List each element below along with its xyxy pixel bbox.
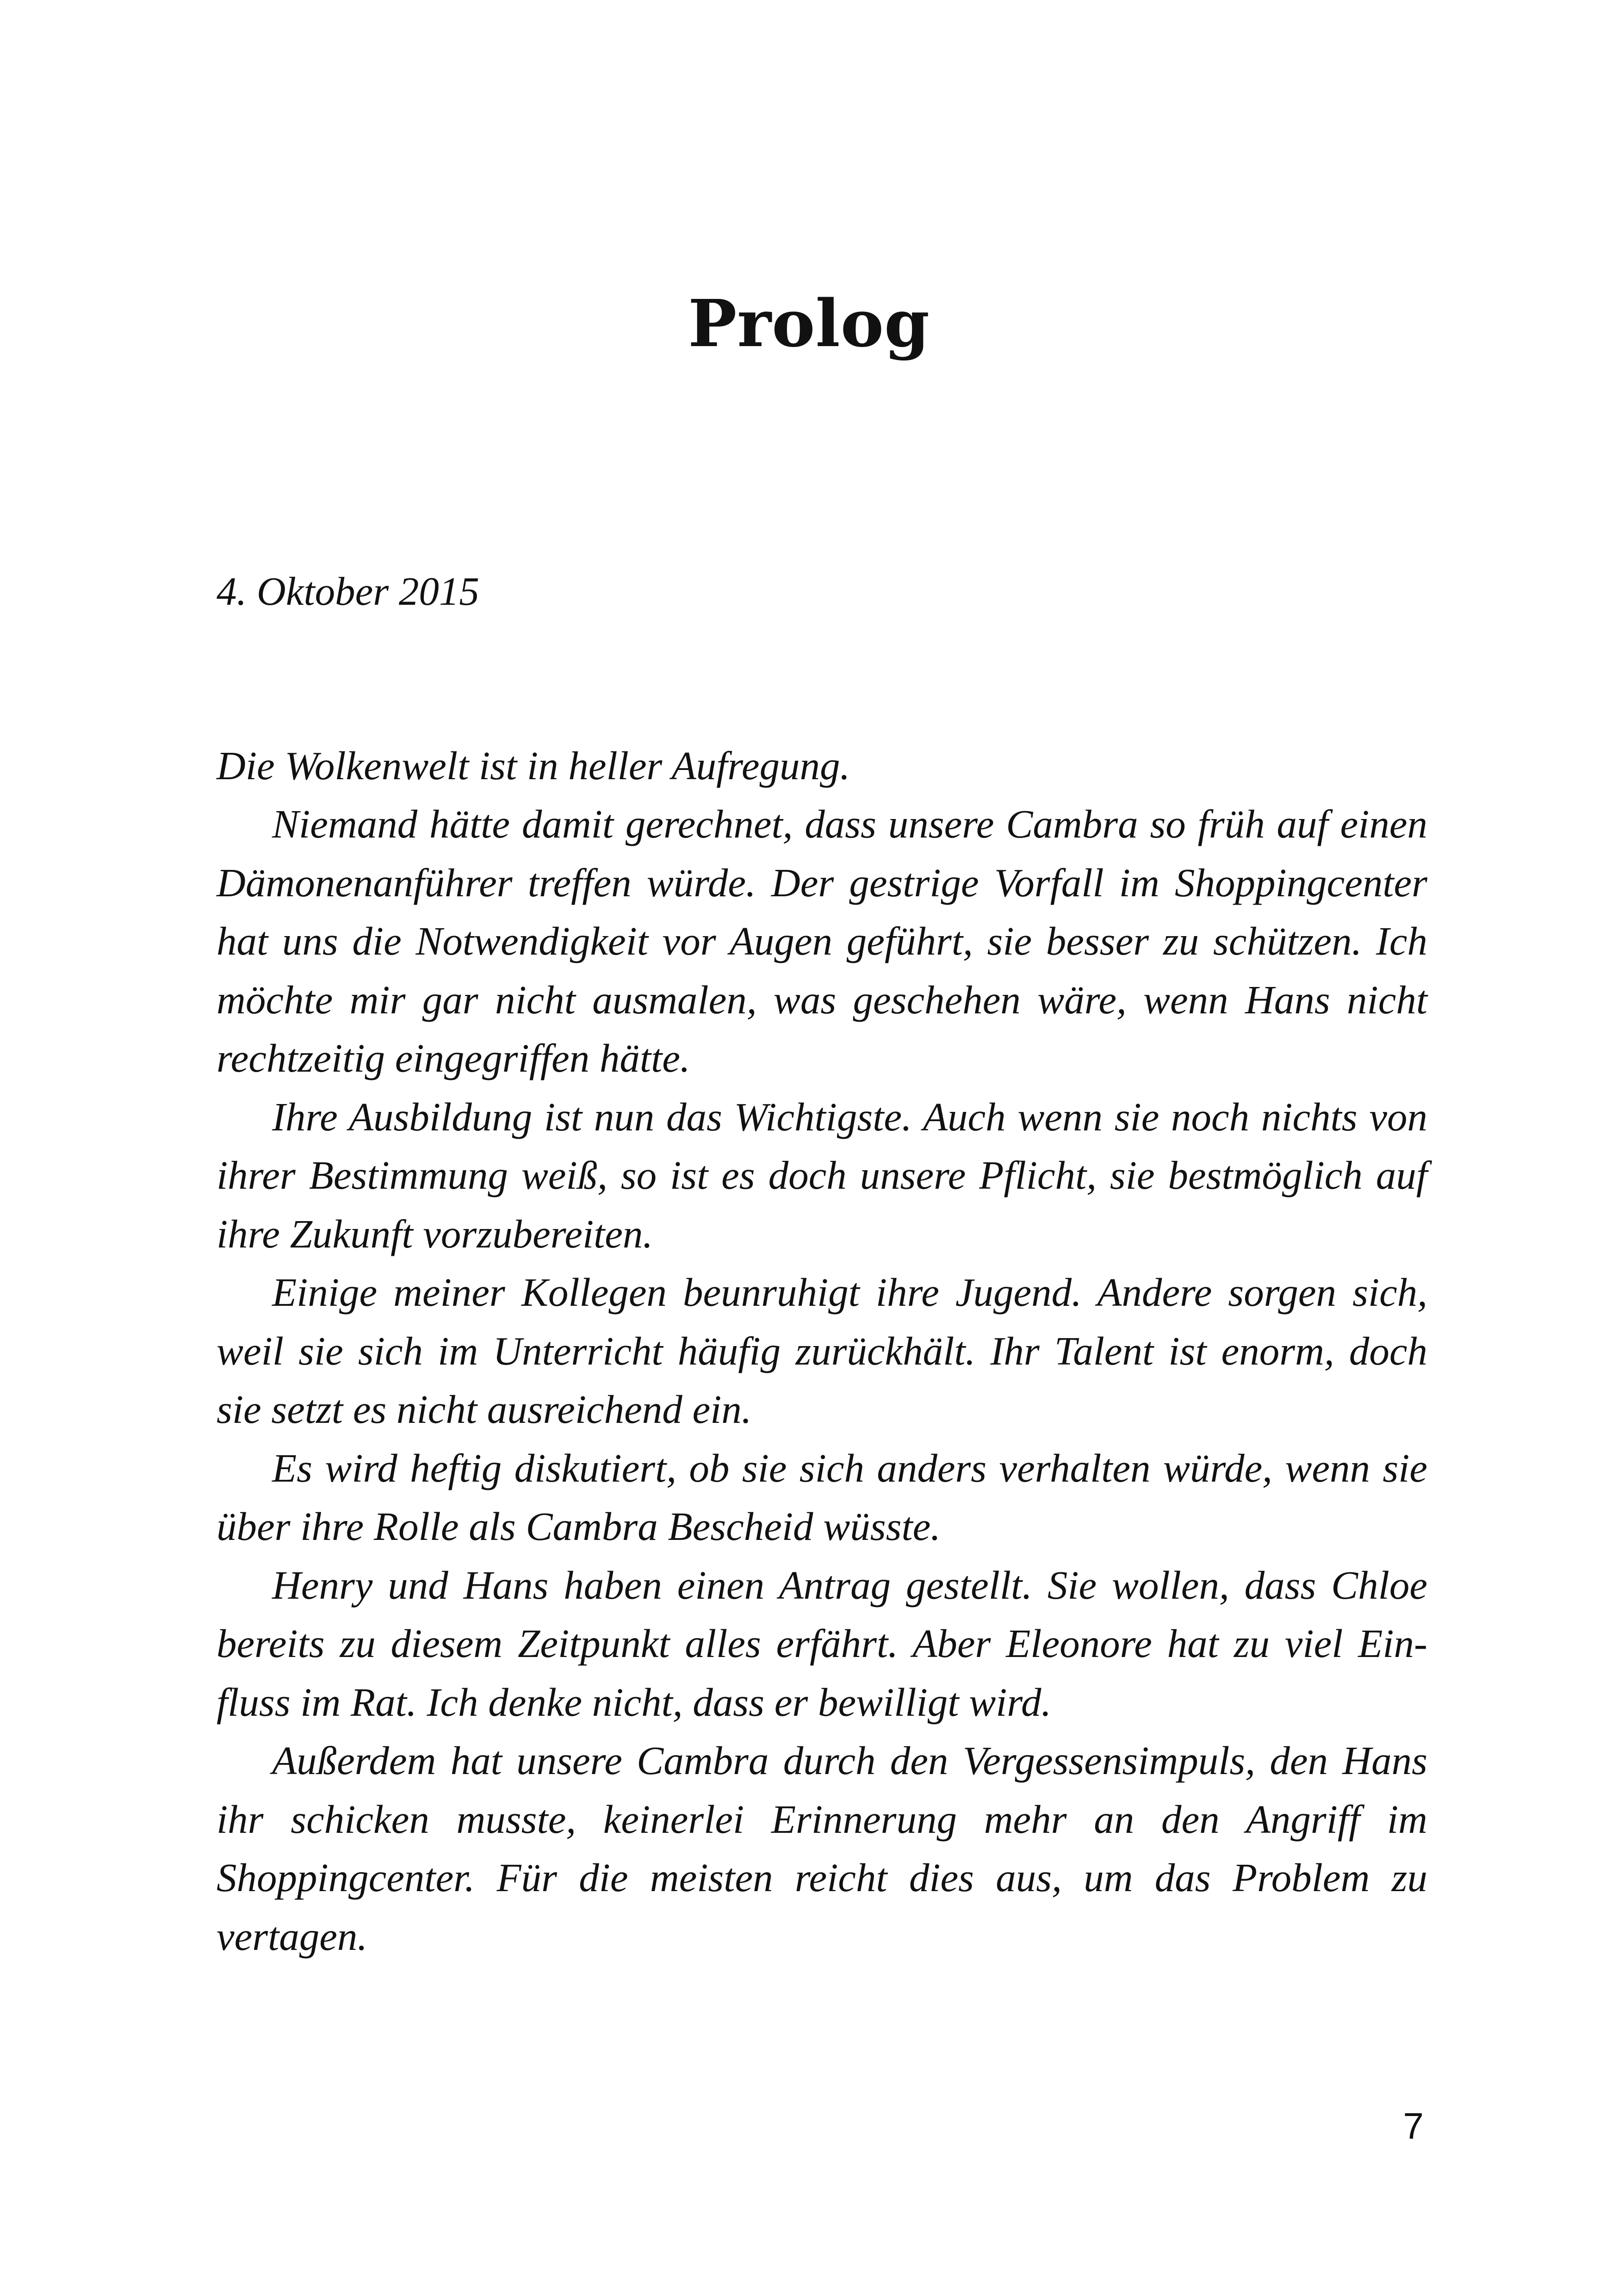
paragraph: Henry und Hans haben einen Antrag gestellt. Sie wollen, dass Chloe bereits zu diesem Zeitpunkt alles erfährt. Aber Eleonore hat zu viel Einfluss im Rat. Ich denke nicht, dass er bewilligt wird. bbox=[217, 1562, 1427, 1725]
chapter-date: 4. Oktober 2015 bbox=[217, 569, 479, 614]
chapter-title: Prolog bbox=[688, 286, 930, 362]
page-number: 7 bbox=[1403, 2105, 1424, 2147]
paragraph: Die Wolkenwelt ist in heller Aufregung. bbox=[217, 743, 850, 788]
paragraph: Es wird heftig diskutiert, ob sie sich anders verhalten würde, wenn sie über ihre Rolle als Cambra Bescheid wüsste. bbox=[217, 1445, 1427, 1549]
paragraph: Außerdem hat unsere Cambra durch den Vergessensimpuls, den Hans ihr schicken musste, keinerlei Erinnerung mehr an den Angriff im Shoppingcenter. Für die meisten reicht dies aus, um das Problem zu vertagen. bbox=[217, 1738, 1427, 1959]
paragraph: Einige meiner Kollegen beunruhigt ihre Jugend. Andere sorgen sich, weil sie sich im Unterricht häufig zurückhält. Ihr Talent ist enorm, doch sie setzt es nicht ausreichend ein. bbox=[217, 1270, 1427, 1432]
paragraph: Niemand hätte damit gerechnet, dass unsere Cambra so früh auf einen Dämonenanführer treffen würde. Der gestrige Vorfall im Shoppingcenter hat uns die Notwendigkeit vor Augen geführt, sie besser zu schützen. Ich möchte mir gar nicht ausmalen, was geschehen wäre, wenn Hans nicht rechtzeitig eingegriffen hätte. bbox=[217, 801, 1427, 1080]
chapter-body bbox=[217, 562, 1427, 1966]
paragraph: Ihre Ausbildung ist nun das Wichtigste. Auch wenn sie noch nichts von ihrer Bestimmung weiß, so ist es doch unsere Pflicht, sie bestmöglich auf ihre Zukunft vorzubereiten. bbox=[217, 1094, 1427, 1256]
